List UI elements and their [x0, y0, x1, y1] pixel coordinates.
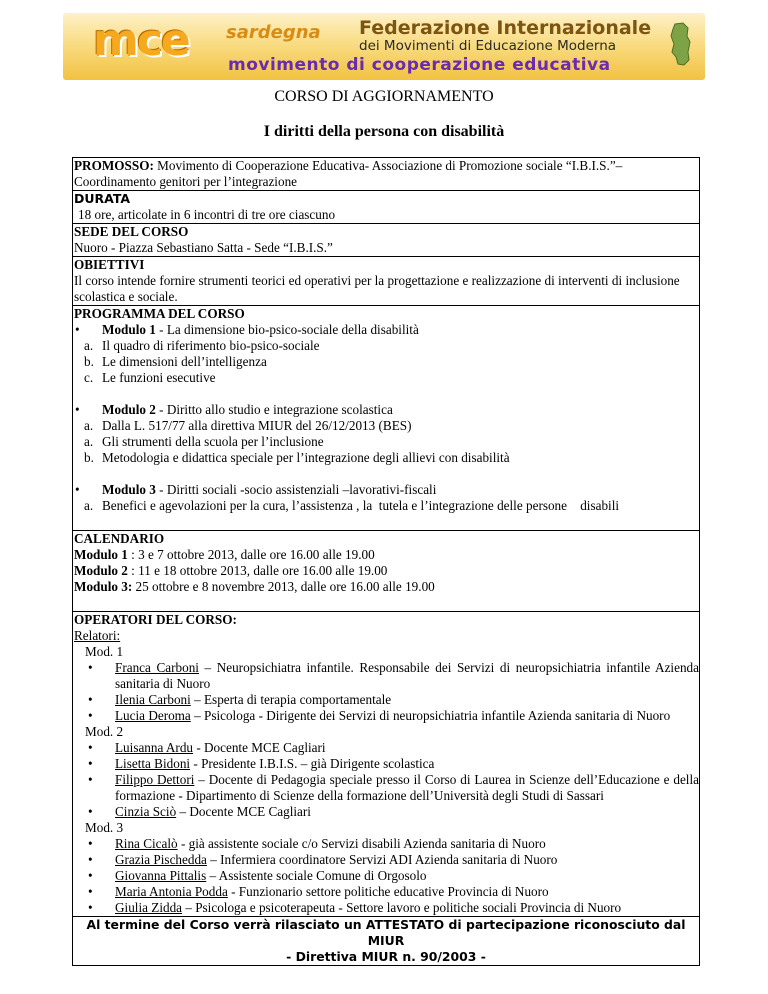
objectives-label: OBIETTIVI: [74, 257, 145, 272]
promoter-label: PROMOSSO:: [74, 158, 154, 173]
federation-subtitle: dei Movimenti di Educazione Moderna: [359, 38, 617, 54]
calendar-line: Modulo 2 : 11 e 18 ottobre 2013, dalle ore 16.00 alle 19.00: [74, 563, 388, 578]
speaker-item: • Lucia Deroma – Psicologa - Dirigente dei Servizi di neuropsichiatria infantile Azienda sanitaria di Nuoro: [88, 708, 671, 723]
module-title: Modulo 2: [102, 402, 156, 417]
list-item: a. Dalla L. 517/77 alla direttiva MIUR del 26/12/2013 (BES): [84, 418, 412, 433]
promoter-text: Movimento di Cooperazione Educativa- Associazione di Promozione sociale “I.B.I.S.”– Coordinamento genitori per l’integrazione: [74, 158, 623, 189]
federation-title: Federazione Internazionale: [359, 17, 652, 39]
module-desc: - La dimensione bio-psico-sociale della disabilità: [155, 322, 419, 337]
calendar-label: CALENDARIO: [74, 531, 165, 546]
list-item: a. Gli strumenti della scuola per l’inclusione: [84, 434, 324, 449]
module-desc: - Diritto allo studio e integrazione scolastica: [155, 402, 393, 417]
module-title: Modulo 3: [102, 482, 156, 497]
list-item: b. Metodologia e didattica speciale per l’integrazione degli allievi con disabilità: [84, 450, 510, 465]
speaker-item: • Giulia Zidda – Psicologa e psicoterapeuta - Settore lavoro e politiche sociali Provincia di Nuoro: [88, 900, 622, 915]
speakers-label: OPERATORI DEL CORSO:: [74, 612, 237, 627]
speaker-item: • Grazia Pischedda – Infermiera coordinatore Servizi ADI Azienda sanitaria di Nuoro: [88, 852, 558, 867]
module-2: [74, 402, 699, 418]
region-label: sardegna: [226, 22, 321, 43]
speaker-item: • Luisanna Ardu - Docente MCE Cagliari: [88, 740, 326, 755]
header-banner: [63, 13, 705, 80]
list-item: a. Benefici e agevolazioni per la cura, l’assistenza , la tutela e l’integrazione delle persone disabili: [84, 498, 620, 513]
course-type-heading: CORSO DI AGGIORNAMENTO: [274, 88, 494, 105]
certificate-note: [73, 917, 699, 965]
duration-text: 18 ore, articolate in 6 incontri di tre ore ciascuno: [78, 207, 336, 222]
bullet-icon: •: [75, 402, 80, 417]
speakers-group-title: Mod. 2: [85, 724, 124, 739]
objectives-row: [73, 257, 699, 306]
calendar-line: Modulo 1 : 3 e 7 ottobre 2013, dalle ore 16.00 alle 19.00: [74, 547, 375, 562]
directive-line: - Direttiva MIUR n. 90/2003 -: [286, 949, 486, 964]
speaker-item: • Maria Antonia Podda - Funzionario settore politiche educative Provincia di Nuoro: [88, 884, 549, 899]
program-row: [73, 306, 699, 531]
speaker-item: • Giovanna Pittalis – Assistente sociale Comune di Orgosolo: [88, 868, 427, 883]
duration-row: [73, 191, 699, 224]
list-item: a. Il quadro di riferimento bio-psico-sociale: [84, 338, 320, 353]
module-3: [74, 482, 699, 498]
objectives-text: Il corso intende fornire strumenti teorici ed operativi per la progettazione e realizzazione di interventi di inclusione scolastica e sociale.: [74, 273, 680, 304]
module-title: Modulo 1: [102, 322, 156, 337]
bullet-icon: •: [75, 482, 80, 497]
venue-label: SEDE DEL CORSO: [74, 224, 189, 239]
relatori-label: Relatori:: [74, 628, 121, 643]
speaker-item: • Cinzia Sciò – Docente MCE Cagliari: [88, 804, 311, 819]
list-item: b. Le dimensioni dell’intelligenza: [84, 354, 267, 369]
speaker-item: • Franca Carboni – Neuropsichiatra infantile. Responsabile dei Servizi di neuropsichiatria infantile Azienda sanitaria di Nuoro: [88, 660, 699, 691]
speakers-group-title: Mod. 3: [85, 820, 124, 835]
duration-label: DURATA: [74, 191, 131, 206]
course-title: I diritti della persona con disabilità: [263, 123, 505, 140]
speakers-row: [73, 612, 699, 917]
promoter-row: [73, 158, 699, 191]
certificate-line: Al termine del Corso verrà rilasciato un ATTESTATO di partecipazione riconosciuto dal MIUR: [86, 917, 686, 948]
venue-row: [73, 224, 699, 257]
sardinia-map-icon: [669, 22, 691, 66]
module-1: [74, 322, 699, 338]
speaker-item: • Filippo Dettori – Docente di Pedagogia speciale presso il Corso di Laurea in Scienze dell’Educazione e della formazione - Dipartimento di Scienze della formazione dell’Università degli Studi di Sassari: [88, 772, 699, 803]
speaker-item: • Rina Cicalò - già assistente sociale c/o Servizi disabili Azienda sanitaria di Nuoro: [88, 836, 546, 851]
module-desc: - Diritti sociali -socio assistenziali –lavorativi-fiscali: [155, 482, 437, 497]
list-item: c. Le funzioni esecutive: [84, 370, 216, 385]
program-label: PROGRAMMA DEL CORSO: [74, 306, 245, 321]
calendar-row: [73, 531, 699, 612]
bullet-icon: •: [75, 322, 80, 337]
speaker-item: • Ilenia Carboni – Esperta di terapia comportamentale: [88, 692, 392, 707]
mce-logo: mce: [93, 15, 189, 66]
speakers-group-title: Mod. 1: [85, 644, 124, 659]
calendar-line: Modulo 3: 25 ottobre e 8 novembre 2013, dalle ore 16.00 alle 19.00: [74, 579, 435, 594]
course-info-table: [72, 157, 700, 966]
venue-text: Nuoro - Piazza Sebastiano Satta - Sede “I.B.I.S.”: [74, 240, 333, 255]
speaker-item: • Lisetta Bidoni - Presidente I.B.I.S. – già Dirigente scolastica: [88, 756, 435, 771]
movement-tagline: movimento di cooperazione educativa: [228, 55, 611, 75]
